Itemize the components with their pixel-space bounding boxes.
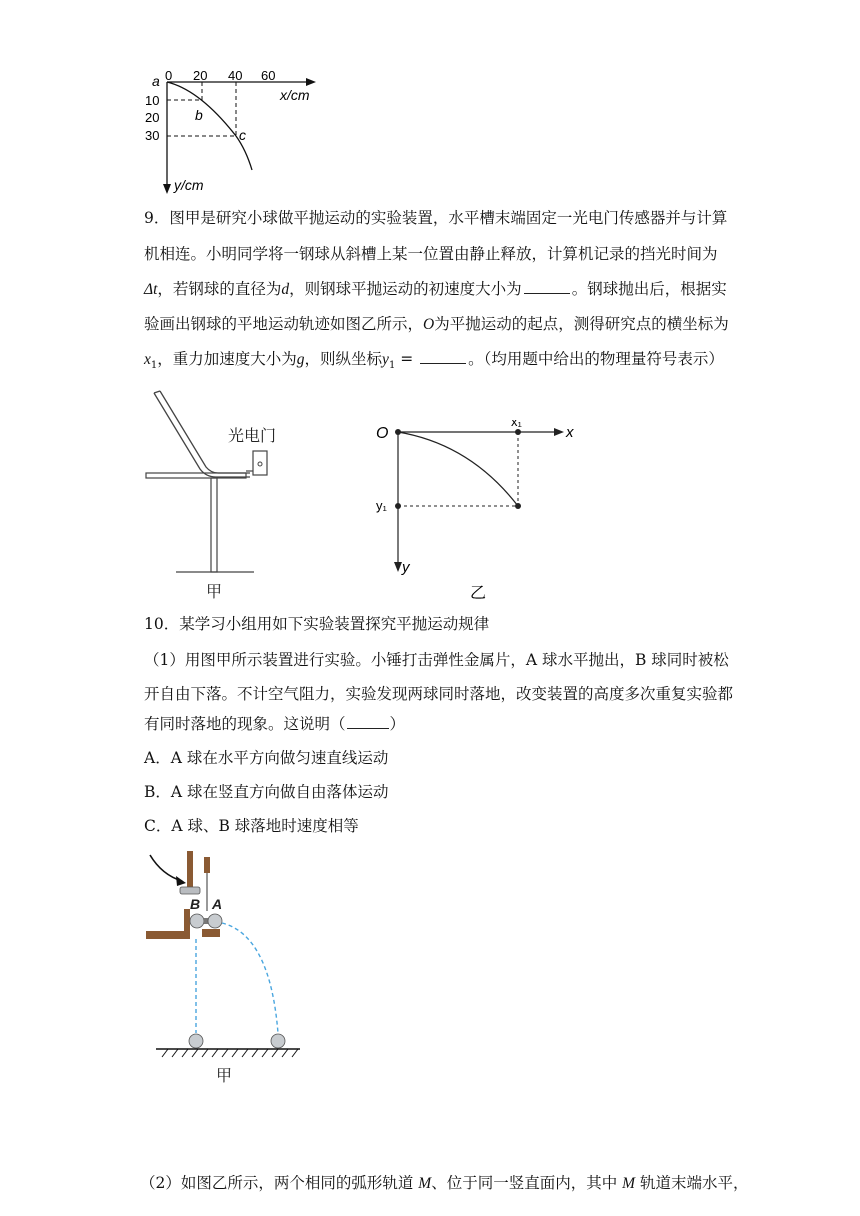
x1-label: x₁ [511, 420, 522, 429]
ball-b [190, 914, 204, 928]
y-axis-label: y/cm [174, 177, 204, 193]
y1-label: y₁ [376, 498, 387, 513]
hammer-head [180, 887, 200, 894]
x-axis-arrow [306, 78, 316, 86]
figure-9-apparatus [140, 385, 310, 607]
y-axis-arrow [163, 184, 171, 194]
x-tick-40: 40 [228, 68, 243, 83]
answer-blank-y1[interactable] [420, 349, 466, 364]
figure-9-trajectory [370, 420, 590, 608]
base-plate [146, 931, 190, 939]
option-a[interactable]: A．A 球在水平方向做匀速直线运动 [144, 749, 389, 767]
caption-jia-9: 甲 [206, 584, 223, 601]
label-a: A [212, 896, 223, 912]
photogate-label: 光电门 [228, 428, 277, 445]
ball-a [208, 914, 222, 928]
x-axis-label-9: x [566, 424, 574, 441]
x-tick-20: 20 [193, 68, 208, 83]
q9-line-4: 验画出钢球的平地运动轨迹如图乙所示，O为平抛运动的起点，测得研究点的横坐标为 [144, 315, 729, 333]
y-axis-label-9: y [402, 559, 410, 576]
figure-10-apparatus [140, 845, 310, 1085]
x-tick-60: 60 [261, 68, 276, 83]
caption-yi-9: 乙 [470, 585, 487, 602]
parabola-curve [398, 432, 518, 506]
answer-blank-velocity[interactable] [524, 279, 570, 294]
photogate [253, 451, 267, 475]
a-projectile-path [222, 923, 278, 1033]
caption-jia-10: 甲 [216, 1068, 233, 1085]
delta-t-symbol: Δt [144, 281, 158, 298]
answer-blank-choice[interactable] [347, 714, 389, 729]
origin-o-label: O [376, 425, 389, 442]
d-symbol: d [281, 281, 290, 298]
y-tick-10: 10 [145, 93, 160, 108]
option-b[interactable]: B．A 球在竖直方向做自由落体运动 [144, 783, 389, 801]
x-tick-0: 0 [165, 68, 173, 83]
q9-line-1: 9．图甲是研究小球做平抛运动的实验装置，水平槽末端固定一光电门传感器并与计算 [144, 209, 728, 227]
q10-p1-line-1: （1）用图甲所示装置进行实验。小锤打击弹性金属片，A 球水平抛出，B 球同时被松 [144, 651, 729, 669]
q9-line-3: Δt，若钢球的直径为d，则钢球平抛运动的初速度大小为 。钢球抛出后，根据实 [144, 280, 727, 298]
y-tick-30: 30 [145, 128, 160, 143]
q10-p1-line-2: 开自由下落。不计空气阻力，实验发现两球同时落地，改变装置的高度多次重复实验都 [144, 685, 734, 703]
top-coordinate-graph [140, 66, 330, 194]
origin-label: a [152, 73, 160, 89]
q10-p2-line: （2）如图乙所示，两个相同的弧形轨道 M、位于同一竖直面内，其中 M 轨道末端水平， [140, 1174, 749, 1192]
trajectory-curve [167, 82, 252, 170]
q9-line-5: $x_1$，重力加速度大小为g，则纵坐标$y_1$ = 。（均用题中给出的物理量符号表示） [144, 350, 724, 372]
q9-line-2: 机相连。小明同学将一钢球从斜槽上某一位置由静止释放，计算机记录的挡光时间为 [144, 245, 718, 263]
hammer-handle [187, 851, 193, 891]
point-b-label: b [195, 107, 203, 123]
y-tick-20: 20 [145, 110, 160, 125]
x-axis-label: x/cm [280, 87, 310, 103]
q10-p1-line-3: 有同时落地的现象。这说明（ ） [144, 715, 406, 733]
label-b: B [190, 896, 201, 912]
option-c[interactable]: C．A 球、B 球落地时速度相等 [144, 817, 359, 835]
q10-title: 10．某学习小组用如下实验装置探究平抛运动规律 [144, 615, 490, 633]
point-c-label: c [239, 127, 246, 143]
o-symbol: O [423, 316, 435, 333]
